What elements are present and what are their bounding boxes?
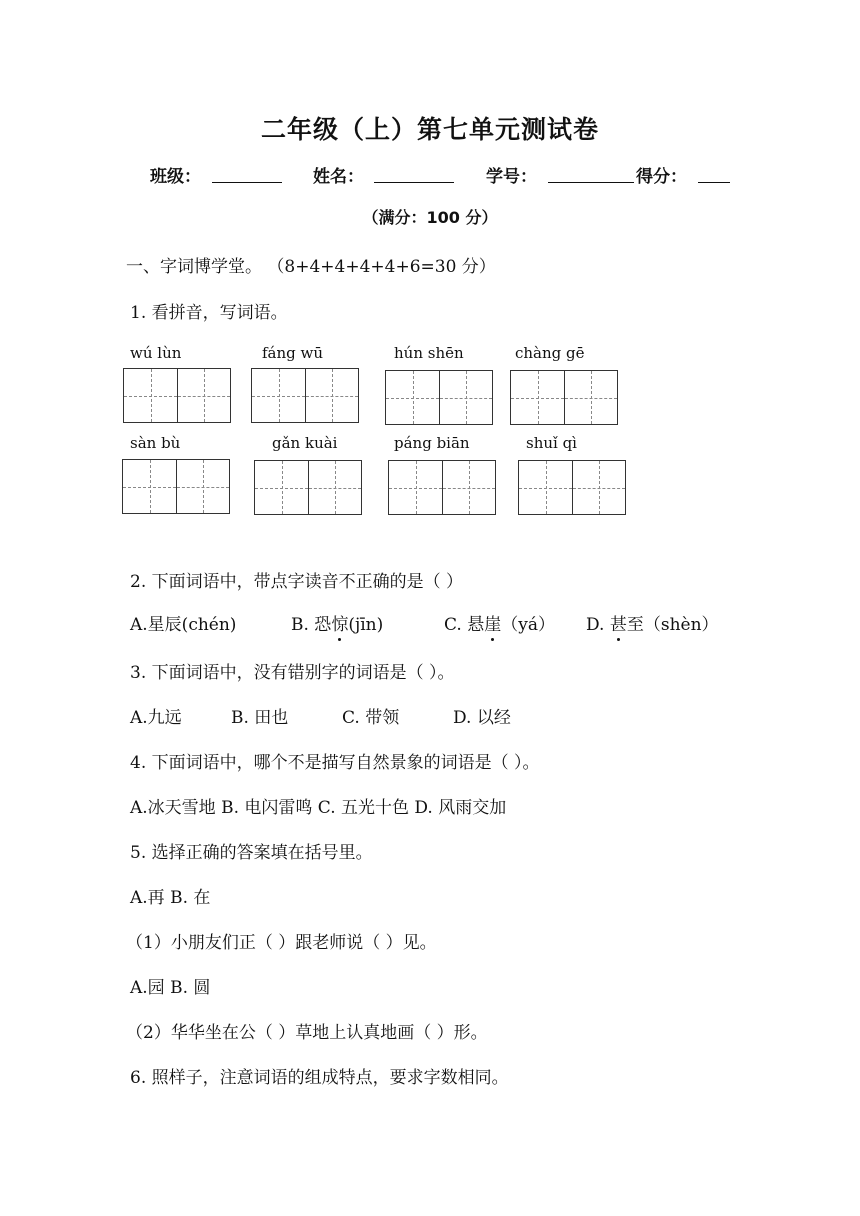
name-label: 姓名：	[313, 167, 364, 187]
score-field[interactable]	[698, 164, 730, 183]
dotted-char: 甚	[609, 615, 627, 635]
question-5-sentence-1: （1）小朋友们正（ ）跟老师说（ ）见。	[126, 933, 437, 953]
pinyin-2: fáng wū	[262, 344, 324, 362]
name-field[interactable]	[374, 164, 454, 183]
class-label: 班级：	[150, 167, 201, 187]
full-score: （满分：100 分）	[362, 208, 498, 227]
pinyin-1: wú lùn	[130, 344, 182, 362]
writing-grid-4[interactable]	[510, 370, 618, 425]
section-heading: 一、字词博学堂。 （8+4+4+4+4+6=30 分）	[126, 257, 496, 277]
dotted-char: 崖	[484, 615, 502, 635]
pinyin-3: hún shēn	[394, 344, 464, 362]
pinyin-7: páng biān	[394, 434, 470, 452]
question-2-option-c: C. 悬崖（yá）	[444, 615, 555, 635]
writing-grid-8[interactable]	[518, 460, 626, 515]
writing-grid-1[interactable]	[123, 368, 231, 423]
question-3-option-c: C. 带领	[342, 708, 400, 728]
question-4: 4. 下面词语中，哪个不是描写自然景象的词语是（ ）。	[130, 753, 540, 773]
number-field[interactable]	[548, 164, 634, 183]
pinyin-5: sàn bù	[130, 434, 181, 452]
pinyin-6: gǎn kuài	[272, 434, 338, 452]
writing-grid-7[interactable]	[388, 460, 496, 515]
question-5-options-1: A.再 B. 在	[130, 888, 211, 908]
question-3: 3. 下面词语中，没有错别字的词语是（ ）。	[130, 663, 455, 683]
score-label: 得分：	[636, 167, 687, 187]
pinyin-4: chàng gē	[515, 344, 585, 362]
question-2-option-d: D. 甚至（shèn）	[586, 615, 719, 635]
question-2-option-b: B. 恐惊(jīn)	[291, 615, 384, 635]
class-field[interactable]	[212, 164, 282, 183]
question-3-option-d: D. 以经	[453, 708, 511, 728]
page-title: 二年级（上）第七单元测试卷	[260, 115, 599, 144]
question-6: 6. 照样子，注意词语的组成特点，要求字数相同。	[130, 1068, 509, 1088]
question-3-option-b: B. 田也	[231, 708, 289, 728]
question-3-option-a: A.九远	[130, 708, 182, 728]
writing-grid-6[interactable]	[254, 460, 362, 515]
question-2: 2. 下面词语中，带点字读音不正确的是（ ）	[130, 572, 464, 592]
number-label: 学号：	[486, 167, 537, 187]
question-4-options: A.冰天雪地 B. 电闪雷鸣 C. 五光十色 D. 风雨交加	[130, 798, 507, 818]
dotted-char: 惊	[331, 615, 349, 635]
pinyin-8: shuǐ qì	[526, 434, 577, 452]
question-1: 1. 看拼音，写词语。	[130, 303, 288, 323]
writing-grid-3[interactable]	[385, 370, 493, 425]
question-5-sentence-2: （2）华华坐在公（ ）草地上认真地画（ ）形。	[126, 1023, 488, 1043]
question-2-option-a: A.星辰(chén)	[130, 615, 237, 635]
writing-grid-5[interactable]	[122, 459, 230, 514]
question-5: 5. 选择正确的答案填在括号里。	[130, 843, 373, 863]
question-5-options-2: A.园 B. 圆	[130, 978, 211, 998]
writing-grid-2[interactable]	[251, 368, 359, 423]
